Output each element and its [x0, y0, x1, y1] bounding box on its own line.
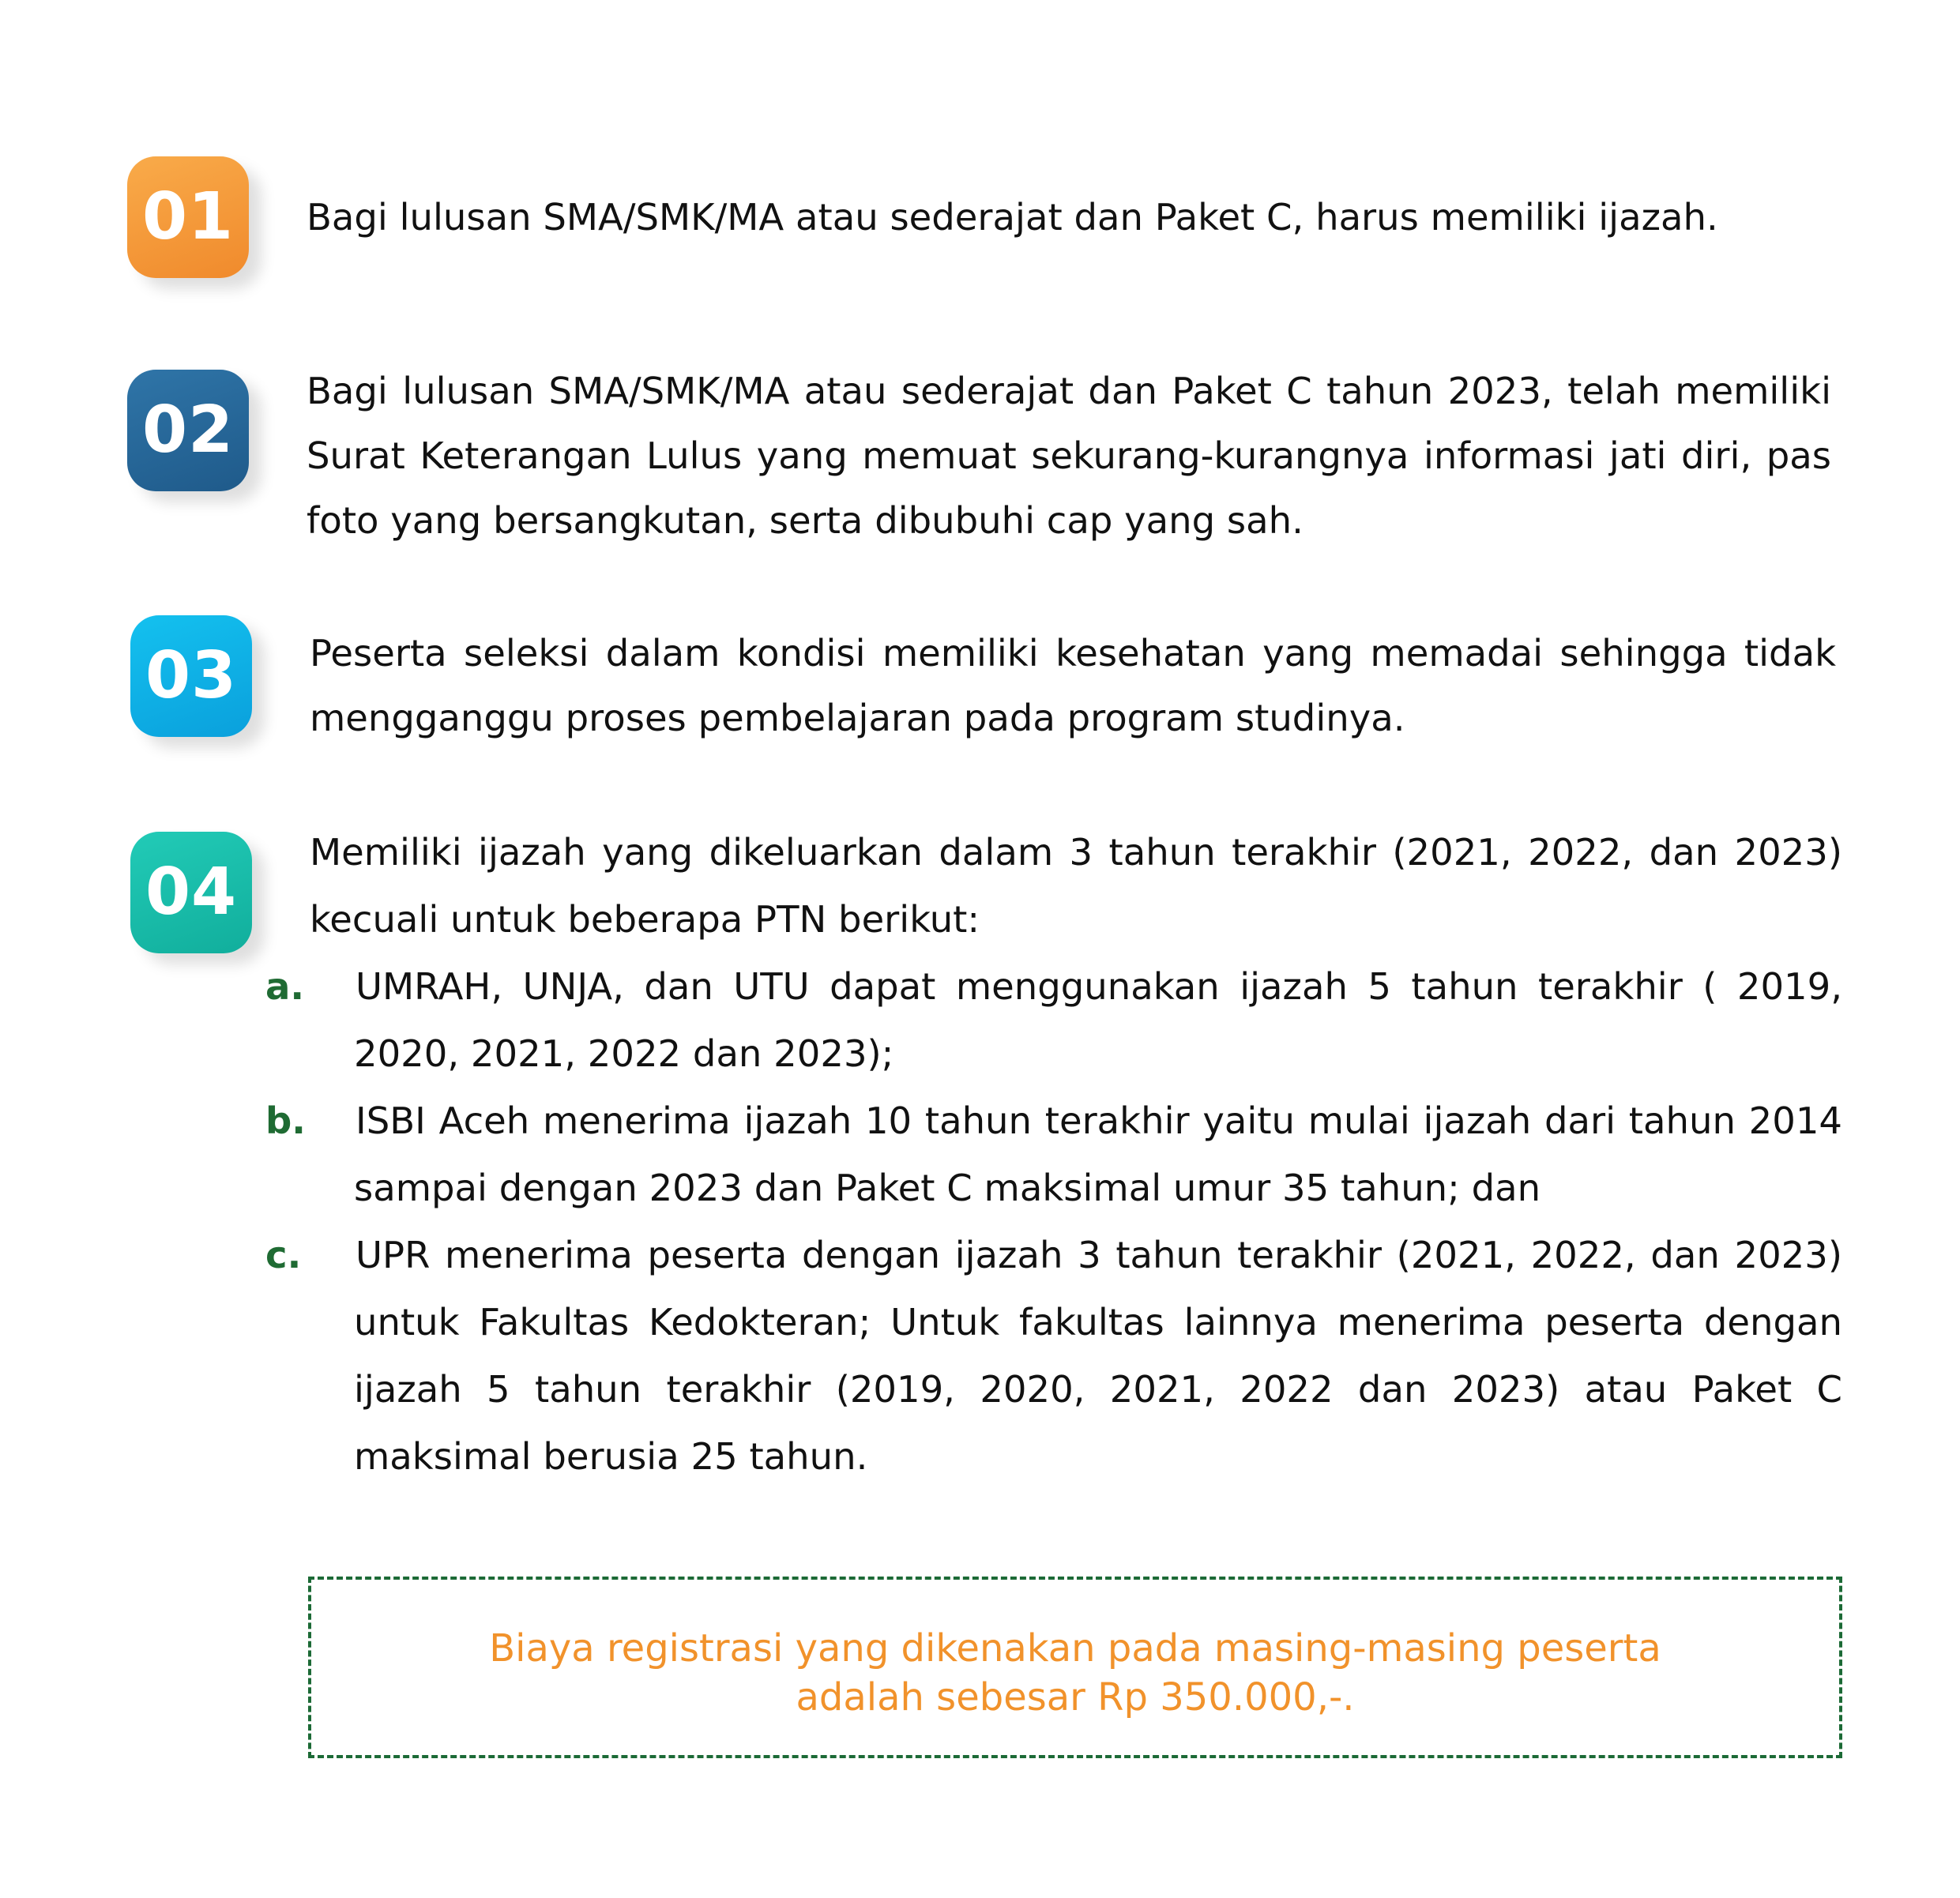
notice-text — [311, 1624, 1839, 1722]
requirement-text-01: Bagi lulusan SMA/SMK/MA atau sederajat dan Paket C, harus memiliki ijazah. — [307, 196, 1718, 239]
sub-item-a — [265, 953, 1842, 1088]
requirement-text-04: Memiliki ijazah yang dikeluarkan dalam 3 tahun terakhir (2021, 2022, dan 2023) kecuali untuk beberapa PTN berikut: — [310, 831, 1842, 941]
notice-line-2: adalah sebesar Rp 350.000,-. — [796, 1675, 1355, 1719]
number-badge-01: 01 — [127, 156, 249, 278]
requirement-text-03: Peserta seleksi dalam kondisi memiliki kesehatan yang memadai sehingga tidak mengganggu proses pembelajaran pada program studinya. — [310, 632, 1836, 739]
requirement-text-02: Bagi lulusan SMA/SMK/MA atau sederajat dan Paket C tahun 2023, telah memiliki Surat Keterangan Lulus yang memuat sekurang-kurangnya informasi jati diri, pas foto yang bersangkutan, serta dibubuhi cap yang sah. — [307, 370, 1831, 542]
number-badge-04: 04 — [130, 832, 252, 953]
sub-item-c — [265, 1222, 1842, 1490]
sub-item-text-c: UPR menerima peserta dengan ijazah 3 tahun terakhir (2021, 2022, dan 2023) untuk Fakultas Kedokteran; Untuk fakultas lainnya menerima peserta dengan ijazah 5 tahun terakhir (2019, 2020, 2021, 2022 dan 2023) atau Paket C maksimal berusia 25 tahun. — [354, 1234, 1842, 1478]
sub-item-marker-c: c. — [265, 1234, 302, 1276]
sub-item-marker-b: b. — [265, 1099, 306, 1142]
number-badge-03: 03 — [130, 615, 252, 737]
number-badge-02: 02 — [127, 370, 249, 491]
registration-fee-notice — [308, 1577, 1842, 1758]
sub-item-marker-a: a. — [265, 965, 305, 1008]
notice-line-1: Biaya registrasi yang dikenakan pada masing-masing peserta — [489, 1626, 1661, 1671]
sub-item-b — [265, 1088, 1842, 1222]
sub-item-text-a: UMRAH, UNJA, dan UTU dapat menggunakan ijazah 5 tahun terakhir ( 2019, 2020, 2021, 2022 dan 2023); — [354, 965, 1842, 1075]
sub-item-text-b: ISBI Aceh menerima ijazah 10 tahun terakhir yaitu mulai ijazah dari tahun 2014 sampai dengan 2023 dan Paket C maksimal umur 35 tahun; dan — [354, 1099, 1842, 1209]
